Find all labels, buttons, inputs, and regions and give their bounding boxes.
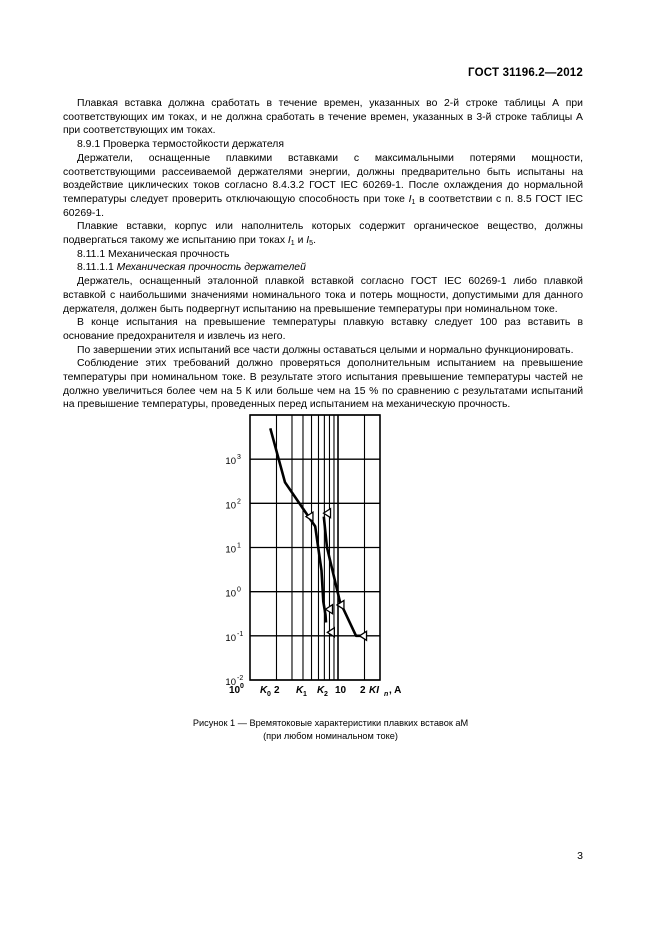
current-symbol: I — [408, 193, 412, 205]
y-tick-exponent: -1 — [237, 630, 244, 638]
y-tick-exponent: -2 — [237, 675, 244, 682]
x-tick-label: K — [296, 685, 304, 696]
paragraph: Соблюдение этих требований должно проверяться дополнительным испытанием на превышение температуры при номинальном токе. В результате этого испытания превышение температуры частей не должно увеличиться более чем на 5 К или больше чем на 15 % по сравнению с результатами испытаний на превышение температуры, проведенных перед испытанием на механическую прочность. — [63, 358, 583, 411]
y-tick-exponent: 0 — [237, 586, 241, 594]
x-tick-label: 2 — [360, 685, 366, 696]
curve-line — [270, 428, 326, 622]
paragraph: Плавкие вставки, корпус или наполнитель которых содержит органическое вещество, должны подвергаться такому же испытанию при токах $I_1$ и $I_5$. — [63, 221, 583, 248]
paragraph: Плавкая вставка должна сработать в течение времен, указанных во 2-й строке таблицы А при соответствующих им токах, и не должна сработать в течение времен, указанных в 3-й строке таблицы А при соответствующих им токах. — [63, 98, 583, 137]
document-body — [63, 97, 583, 412]
x-tick-label: 10 — [335, 685, 347, 696]
x-tick-label: 2 — [274, 685, 280, 696]
current-symbol: I — [287, 235, 291, 247]
x-tick-label: K — [260, 685, 268, 696]
paragraph: По завершении этих испытаний все части должны оставаться целыми и нормально функционировать. — [77, 344, 574, 356]
x-tick-label: 0 — [267, 691, 271, 698]
y-tick-exponent: 1 — [237, 542, 241, 550]
paragraph: Держатель, оснащенный эталонной плавкой вставкой согласно ГОСТ IEC 60269-1 либо плавкой вставкой с наибольшими значениями номинального тока и потерь мощности, допустимыми для данного держателя, должен быть подвергнут испытанию на превышение температуры при номинальном токе. — [63, 276, 583, 315]
page-number: 3 — [577, 850, 583, 862]
section-heading: 8.11.1 Механическая прочность — [77, 248, 230, 260]
gate-marker — [360, 631, 367, 640]
y-tick-exponent: 2 — [237, 498, 241, 506]
y-tick-label: 10 — [225, 544, 236, 556]
y-tick-exponent: 3 — [237, 454, 241, 462]
x-tick-label: 2 — [324, 691, 328, 698]
section-heading: 8.9.1 Проверка термостойкости держателя — [77, 139, 284, 151]
x-tick-label: K — [317, 685, 325, 696]
paragraph: Держатели, оснащенные плавкими вставками с максимальными потерями мощности, соответствующими рассеиваемой держателями энергии, должны предварительно быть испытаны на воздействие циклических токов согласно 8.4.3.2 ГОСТ IEC 60269-1. После охлаждения до нормальной температуры следует проверить отключающую способность при токе $I_1$ в соответствии с п. 8.5 ГОСТ IEC 60269-1. — [63, 152, 583, 219]
current-symbol: I — [306, 235, 310, 247]
x-tick-label: n — [384, 691, 389, 698]
figure-caption — [0, 717, 661, 742]
caption-line: (при любом номинальном токе) — [263, 730, 398, 741]
subsection-heading: 8.11.1.1 Механическая прочность держателей — [77, 262, 306, 274]
caption-line: Рисунок 1 — Времятоковые характеристики плавких вставок aM — [192, 718, 469, 728]
y-tick-label: 10 — [225, 677, 236, 688]
standard-header: ГОСТ 31196.2—2012 — [468, 67, 583, 79]
x-tick-label: 10 — [229, 685, 241, 696]
y-tick-label: 10 — [225, 456, 236, 468]
y-tick-label: 10 — [225, 588, 236, 600]
x-tick-label: 1 — [303, 691, 307, 698]
paragraph: В конце испытания на превышение температуры плавкую вставку следует 100 раз вставить в основание предохранителя и извлечь из него. — [63, 317, 583, 342]
x-tick-label: , A — [389, 685, 402, 696]
y-tick-label: 10 — [225, 500, 236, 512]
x-tick-label: 0 — [240, 683, 244, 690]
x-tick-label: KI — [369, 685, 379, 696]
time-current-chart — [220, 410, 410, 710]
y-tick-label: 10 — [225, 632, 236, 644]
